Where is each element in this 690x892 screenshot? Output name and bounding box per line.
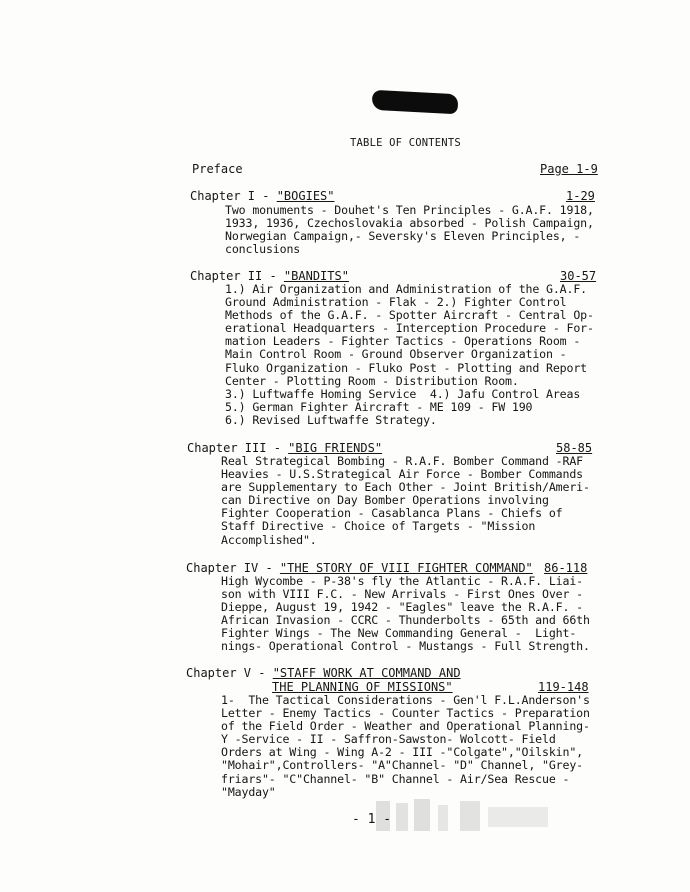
chapter-title-quoted: "THE STORY OF VIII FIGHTER COMMAND" (279, 561, 533, 575)
chapter-2-line: erational Headquarters - Interception Procedure - For- (225, 321, 594, 336)
chapter-2-line: 5.) German Fighter Aircraft - ME 109 - FW 190 (225, 399, 533, 414)
chapter-5-line: of the Field Order - Weather and Operational Planning- (221, 719, 590, 734)
chapter-2-line: Center - Plotting Room - Distribution Room. (225, 373, 519, 388)
chapter-4-line: Fighter Wings - The New Commanding General - Light- (221, 626, 577, 641)
chapter-2-line: 1.) Air Organization and Administration of the G.A.F. (225, 282, 587, 296)
chapter-4-line: High Wycombe - P-38's fly the Atlantic - R.A.F. Liai- (221, 574, 583, 588)
chapter-3-line: can Directive on Day Bomber Operations involving (221, 493, 549, 508)
chapter-3-label: Chapter III - "BIG FRIENDS" (187, 441, 383, 455)
chapter-4-line: nings- Operational Control - Mustangs - Full Strength. (221, 639, 590, 654)
chapter-3-line: Accomplished". (221, 532, 317, 547)
chapter-2-line: mation Leaders - Fighter Tactics - Operations Room - (225, 334, 581, 349)
chapter-3-description (221, 455, 590, 547)
chapter-5-label: Chapter V - "STAFF WORK AT COMMAND AND (186, 666, 461, 680)
chapter-2-line: 3.) Luftwaffe Homing Service 4.) Jafu Control Areas (225, 386, 581, 401)
chapter-1-pages: 1-29 (566, 189, 595, 203)
chapter-title-quoted: "BANDITS" (283, 269, 349, 283)
chapter-4-label: Chapter IV - "THE STORY OF VIII FIGHTER COMMAND" (186, 561, 533, 575)
chapter-2-line: 6.) Revised Luftwaffe Strategy. (225, 412, 437, 427)
chapter-4-line: son with VIII F.C. - New Arrivals - First Ones Over - (221, 587, 583, 602)
chapter-2-heading (190, 269, 349, 283)
chapter-1-heading (190, 189, 335, 203)
chapter-2-pages: 30-57 (560, 269, 597, 283)
chapter-title-quoted: "STAFF WORK AT COMMAND AND (272, 666, 461, 680)
chapter-3-heading (187, 441, 382, 455)
chapter-5-line: 1- The Tactical Considerations - Gen'l F.L.Anderson's (221, 693, 590, 707)
chapter-title-quoted: "BIG FRIENDS" (288, 441, 383, 455)
chapter-3-line: Fighter Cooperation - Casablanca Plans - Chiefs of (221, 506, 563, 521)
chapter-4-description (221, 575, 590, 654)
chapter-2-line: Methods of the G.A.F. - Spotter Aircraft - Central Op- (225, 308, 594, 323)
faded-stamp-mark (372, 795, 592, 839)
chapter-5-pages: 119-148 (538, 680, 589, 694)
chapter-2-label: Chapter II - "BANDITS" (190, 269, 349, 283)
chapter-1-line: 1933, 1936, Czechoslovakia absorbed - Polish Campaign, (225, 216, 594, 231)
chapter-title-quoted: "BOGIES" (276, 189, 335, 203)
chapter-3-pages: 58-85 (556, 441, 593, 455)
chapter-3-line: are Supplementary to Each Other - Joint British/Ameri- (221, 480, 590, 495)
chapter-5-heading (186, 666, 461, 680)
chapter-3-line: Staff Directive - Choice of Targets - "Mission (221, 519, 536, 534)
chapter-5-line: Y -Service - II - Saffron-Sawston- Wolcott- Field (221, 732, 556, 747)
preface-pages: Page 1-9 (540, 162, 598, 176)
chapter-5-description (221, 694, 590, 799)
chapter-3-line: Real Strategical Bombing - R.A.F. Bomber Command -RAF (221, 454, 583, 468)
chapter-5-line: friars"- "C"Channel- "B" Channel - Air/Sea Rescue - (221, 771, 570, 786)
chapter-3-line: Heavies - U.S.Strategical Air Force - Bomber Commands (221, 467, 583, 482)
chapter-4-pages: 86-118 (544, 561, 588, 575)
page-number: - 1 - (352, 812, 392, 827)
preface-label: Preface (192, 162, 243, 176)
chapter-4-line: African Invasion - CCRC - Thunderbolts - 65th and 66th (221, 613, 590, 628)
chapter-1-line: Norwegian Campaign,- Seversky's Eleven Principles, - (225, 229, 581, 244)
redaction-mark (372, 90, 459, 114)
chapter-1-line: conclusions (225, 242, 301, 257)
chapter-5-line: "Mayday" (221, 784, 276, 799)
chapter-1-description (225, 204, 594, 256)
chapter-4-heading (186, 561, 533, 575)
chapter-2-line: Fluko Organization - Fluko Post - Plotting and Report (225, 360, 587, 375)
chapter-5-line: Letter - Enemy Tactics - Counter Tactics - Preparation (221, 706, 590, 721)
chapter-2-line: Main Control Room - Ground Observer Organization - (225, 347, 567, 362)
page-title: TABLE OF CONTENTS (350, 137, 461, 149)
chapter-1-line: Two monuments - Douhet's Ten Principles - G.A.F. 1918, (225, 203, 594, 217)
chapter-2-description (225, 283, 594, 427)
chapter-5-line: Orders at Wing - Wing A-2 - III -"Colgate","Oilskin", (221, 745, 583, 760)
chapter-5-label-continued: THE PLANNING OF MISSIONS" (272, 680, 453, 694)
chapter-1-label: Chapter I - "BOGIES" (190, 189, 335, 203)
chapter-2-line: Ground Administration - Flak - 2.) Fighter Control (225, 295, 567, 310)
chapter-5-line: "Mohair",Controllers- "A"Channel- "D" Channel, "Grey- (221, 758, 583, 773)
chapter-4-line: Dieppe, August 19, 1942 - "Eagles" leave the R.A.F. - (221, 600, 583, 615)
